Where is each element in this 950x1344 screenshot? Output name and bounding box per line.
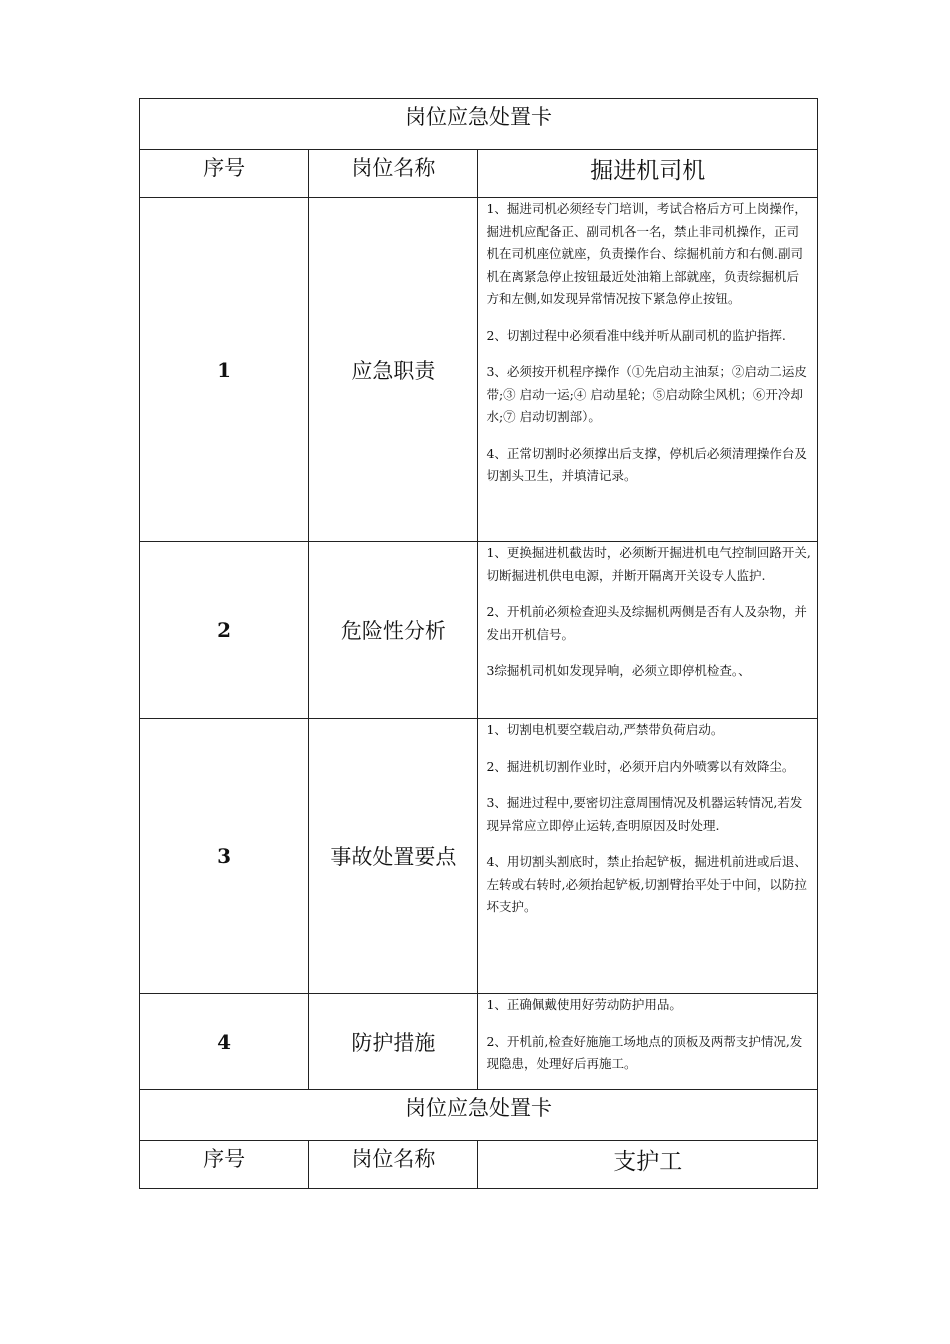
post-value: 支护工 — [478, 1141, 818, 1189]
post-name-header: 岗位名称 — [309, 1141, 478, 1189]
row-name: 危险性分析 — [309, 542, 478, 719]
table-row — [140, 719, 818, 994]
paragraph: 2、掘进机切割作业时，必须开启内外喷雾以有效降尘。 — [486, 758, 795, 774]
card1-title-row — [140, 99, 818, 150]
paragraph: 2、开机前,检查好施施工场地点的顶板及两帮支护情况,发现隐患，处理好后再施工。 — [486, 1033, 803, 1071]
row-name: 防护措施 — [309, 994, 478, 1090]
post-value: 掘进机司机 — [478, 150, 818, 198]
row-number: 1 — [140, 198, 309, 542]
paragraph: 1、更换掘进机截齿时，必须断开掘进机电气控制回路开关,切断掘进机供电电源，并断开隔离开关设专人监护. — [486, 545, 811, 583]
table-row — [140, 198, 818, 542]
row-number: 4 — [140, 994, 309, 1090]
seq-header: 序号 — [140, 150, 309, 198]
row-content — [478, 719, 818, 994]
seq-header: 序号 — [140, 1141, 309, 1189]
card1-title: 岗位应急处置卡 — [140, 99, 818, 150]
paragraph: 3、必须按开机程序操作（①先启动主油泵；②启动二运皮带;③ 启动一运;④ 启动星轮；⑤启动除尘风机；⑥开冷却水;⑦ 启动切割部）。 — [486, 364, 807, 424]
paragraph: 4、用切割头割底时，禁止抬起铲板，掘进机前进或后退、左转或右转时,必须抬起铲板,切割臂抬平处于中间，以防拉坏支护。 — [486, 854, 807, 914]
row-number: 2 — [140, 542, 309, 719]
table-row — [140, 994, 818, 1090]
post-name-header: 岗位名称 — [309, 150, 478, 198]
card1-header-row — [140, 150, 818, 198]
paragraph: 2、开机前必须检查迎头及综掘机两侧是否有人及杂物，并发出开机信号。 — [486, 604, 807, 642]
paragraph: 3、掘进过程中,要密切注意周围情况及机器运转情况,若发现异常应立即停止运转,查明原因及时处理. — [486, 795, 803, 833]
row-name: 应急职责 — [309, 198, 478, 542]
row-content — [478, 198, 818, 542]
paragraph: 1、正确佩戴使用好劳动防护用品。 — [486, 997, 682, 1012]
paragraph: 2、切割过程中必须看准中线并听从副司机的监护指挥. — [486, 327, 786, 343]
row-name: 事故处置要点 — [309, 719, 478, 994]
paragraph: 4、正常切割时必须撑出后支撑，停机后必须清理操作台及切割头卫生，并填清记录。 — [486, 445, 807, 483]
row-content — [478, 994, 818, 1090]
row-number: 3 — [140, 719, 309, 994]
paragraph: 1、掘进司机必须经专门培训，考试合格后方可上岗操作，掘进机应配备正、副司机各一名，禁止非司机操作，正司机在司机座位就座，负责操作台、综掘机前方和右侧.副司机在离紧急停止按钮最近处油箱上部就座，负责综掘机后方和左侧,如发现异常情况按下紧急停止按钮。 — [486, 201, 807, 306]
card2-title-row — [140, 1090, 818, 1141]
paragraph: 3综掘机司机如发现异响，必须立即停机检查。、 — [486, 663, 751, 678]
emergency-card-table — [139, 98, 818, 1189]
card2-header-row — [140, 1141, 818, 1189]
card2-title: 岗位应急处置卡 — [140, 1090, 818, 1141]
paragraph: 1、切割电机要空载启动,严禁带负荷启动。 — [486, 722, 724, 737]
table-row — [140, 542, 818, 719]
row-content — [478, 542, 818, 719]
